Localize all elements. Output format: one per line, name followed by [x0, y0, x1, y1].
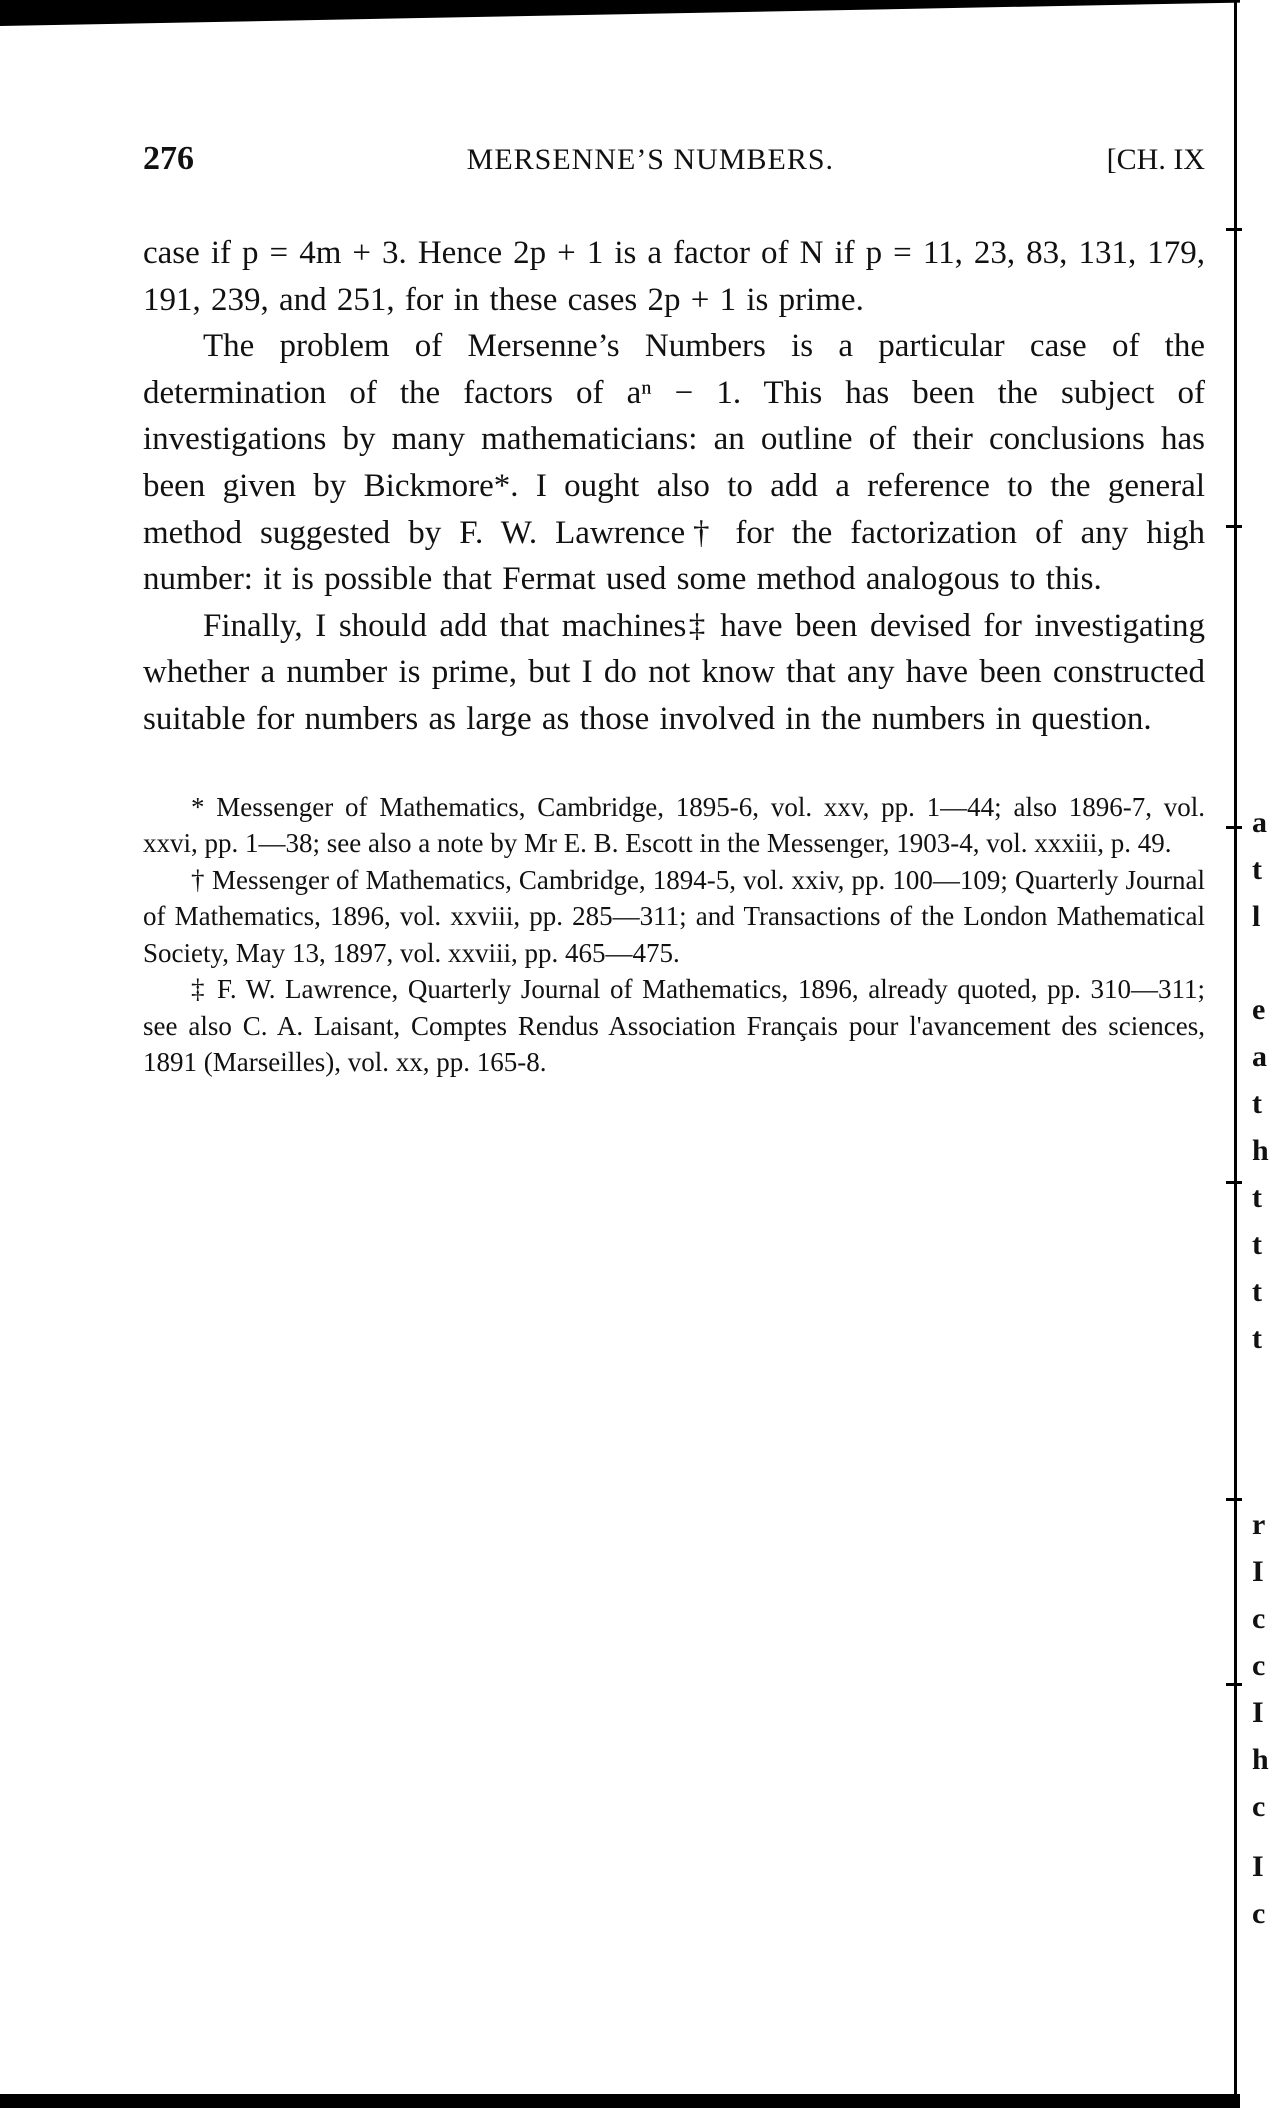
adjacent-fragment: a — [1252, 1040, 1267, 1073]
adjacent-fragment: l — [1252, 900, 1261, 933]
page-gutter-line — [1234, 0, 1237, 2108]
adjacent-fragment: h — [1252, 1743, 1269, 1776]
footnote-marker: † — [191, 864, 205, 895]
gutter-tick — [1226, 1181, 1242, 1184]
footnote-text: Messenger of Mathematics, Cambridge, 1895-6, vol. xxv, pp. 1—44; also 1896-7, vol. xxvi, pp. 1—38; see also a note by Mr E. B. Escott in the Messenger, 1903-4, vol. xxxiii, p. 49. — [143, 791, 1206, 859]
adjacent-fragment: c — [1252, 1897, 1266, 1930]
adjacent-fragment: I — [1252, 1696, 1264, 1729]
gutter-tick — [1226, 228, 1242, 231]
adjacent-fragment: e — [1252, 993, 1266, 1026]
gutter-tick — [1226, 1498, 1242, 1501]
running-title: MERSENNE’S NUMBERS. — [466, 143, 835, 176]
adjacent-fragment: c — [1252, 1649, 1266, 1682]
adjacent-fragment: a — [1252, 806, 1267, 839]
running-head — [143, 140, 1205, 194]
adjacent-fragment: t — [1252, 1181, 1262, 1214]
adjacent-fragment: c — [1252, 1790, 1266, 1823]
footnote — [143, 789, 1205, 862]
footnote-marker: ‡ — [191, 974, 208, 1005]
chapter-label: [CH. IX — [1106, 143, 1205, 176]
gutter-tick — [1226, 826, 1242, 829]
gutter-tick — [1226, 525, 1242, 528]
footnote — [143, 862, 1205, 972]
adjacent-fragment: I — [1252, 1555, 1264, 1588]
gutter-tick — [1226, 1683, 1242, 1686]
adjacent-fragment: h — [1252, 1134, 1269, 1167]
page-number: 276 — [143, 140, 194, 177]
adjacent-fragment: I — [1252, 1850, 1264, 1883]
book-page — [143, 140, 1205, 1081]
adjacent-fragment: c — [1252, 1602, 1266, 1635]
footnote-text: F. W. Lawrence, Quarterly Journal of Mathematics, 1896, already quoted, pp. 310—311; see also C. A. Laisant, Comptes Rendus Association Français pour l'avancement des sciences, 1891 (Marseilles), vol. xx, pp. 165-8. — [143, 974, 1205, 1078]
adjacent-fragment: t — [1252, 1228, 1262, 1261]
adjacent-fragment: r — [1252, 1508, 1266, 1541]
adjacent-fragment: t — [1252, 1322, 1262, 1355]
footnote-text: Messenger of Mathematics, Cambridge, 1894-5, vol. xxiv, pp. 100—109; Quarterly Journal of Mathematics, 1896, vol. xxviii, pp. 285—311; and Transactions of the London Mathematical Society, May 13, 1897, vol. xxviii, pp. 465—475. — [143, 864, 1206, 968]
scan-border-bottom — [0, 2094, 1240, 2108]
adjacent-fragment: t — [1252, 1275, 1262, 1308]
adjacent-fragment: t — [1252, 1087, 1262, 1120]
adjacent-page-edge — [1252, 0, 1273, 2108]
scan-border-top — [0, 0, 1240, 26]
paragraph: Finally, I should add that machines‡ have been devised for investigating whether a number is prime, but I do not know that any have been constructed suitable for numbers as large as those involved in the numbers in question. — [143, 607, 1205, 737]
paragraph: The problem of Mersenne’s Numbers is a particular case of the determination of the factors of aⁿ − 1. This has been the subject of investigations by many mathematicians: an outline of their conclusions has been given by Bickmore*. I ought also to add a reference to the general method suggested by F. W. Lawrence† for the factorization of any high number: it is possible that Fermat used some method analogous to this. — [143, 328, 1205, 598]
footnote-marker: * — [191, 791, 205, 822]
adjacent-fragment: t — [1252, 853, 1262, 886]
footnote — [143, 971, 1205, 1081]
body-text — [143, 230, 1205, 743]
footnotes — [143, 789, 1205, 1081]
paragraph: case if p = 4m + 3. Hence 2p + 1 is a factor of N if p = 11, 23, 83, 131, 179, 191, 239, and 251, for in these cases 2p + 1 is prime. — [143, 235, 1205, 318]
